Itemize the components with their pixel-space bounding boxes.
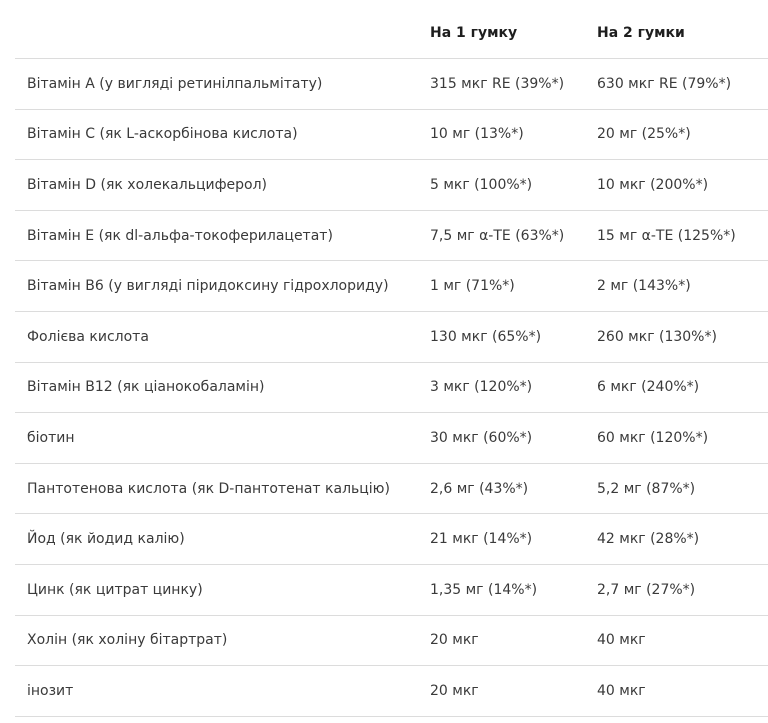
table-row <box>15 311 768 362</box>
table-row <box>15 564 768 615</box>
ingredient-name: Фолієва кислота <box>15 311 430 362</box>
table-header-row <box>15 8 768 59</box>
per-two-value: 630 мкг RE (79%*) <box>597 59 768 110</box>
table-row <box>15 261 768 312</box>
per-one-value: 315 мкг RE (39%*) <box>430 59 597 110</box>
table-row <box>15 666 768 717</box>
ingredient-name: Пантотенова кислота (як D-пантотенат кальцію) <box>15 463 430 514</box>
table-row <box>15 210 768 261</box>
table-row <box>15 109 768 160</box>
ingredient-name: Вітамін С (як L-аскорбінова кислота) <box>15 109 430 160</box>
table-row <box>15 362 768 413</box>
ingredient-name: Вітамін D (як холекальциферол) <box>15 160 430 211</box>
per-one-value: 1 мг (71%*) <box>430 261 597 312</box>
table-row <box>15 463 768 514</box>
ingredient-name: Вітамін А (у вигляді ретинілпальмітату) <box>15 59 430 110</box>
ingredient-name: Вітамін B6 (у вигляді піридоксину гідрохлориду) <box>15 261 430 312</box>
per-two-value: 2 мг (143%*) <box>597 261 768 312</box>
ingredient-name: Цинк (як цитрат цинку) <box>15 564 430 615</box>
per-one-value: 20 мкг <box>430 666 597 717</box>
table-row <box>15 413 768 464</box>
per-two-value: 260 мкг (130%*) <box>597 311 768 362</box>
table-row <box>15 59 768 110</box>
per-one-value: 10 мг (13%*) <box>430 109 597 160</box>
per-two-value: 6 мкг (240%*) <box>597 362 768 413</box>
table-row <box>15 615 768 666</box>
column-header-ingredient <box>15 8 430 59</box>
per-two-value: 60 мкг (120%*) <box>597 413 768 464</box>
per-one-value: 3 мкг (120%*) <box>430 362 597 413</box>
per-one-value: 30 мкг (60%*) <box>430 413 597 464</box>
per-two-value: 42 мкг (28%*) <box>597 514 768 565</box>
per-one-value: 130 мкг (65%*) <box>430 311 597 362</box>
per-two-value: 15 мг α-TE (125%*) <box>597 210 768 261</box>
ingredient-name: інозит <box>15 666 430 717</box>
table-row <box>15 514 768 565</box>
table-row <box>15 160 768 211</box>
ingredient-name: Вітамін E (як dl-альфа-токоферилацетат) <box>15 210 430 261</box>
per-two-value: 40 мкг <box>597 615 768 666</box>
per-one-value: 2,6 мг (43%*) <box>430 463 597 514</box>
per-one-value: 5 мкг (100%*) <box>430 160 597 211</box>
ingredient-name: Йод (як йодид калію) <box>15 514 430 565</box>
per-two-value: 40 мкг <box>597 666 768 717</box>
ingredient-name: Холін (як холіну бітартрат) <box>15 615 430 666</box>
per-two-value: 2,7 мг (27%*) <box>597 564 768 615</box>
per-one-value: 1,35 мг (14%*) <box>430 564 597 615</box>
per-two-value: 5,2 мг (87%*) <box>597 463 768 514</box>
nutrition-table <box>15 8 768 717</box>
per-one-value: 20 мкг <box>430 615 597 666</box>
column-header-per-one: На 1 гумку <box>430 8 597 59</box>
column-header-per-two: На 2 гумки <box>597 8 768 59</box>
ingredient-name: Вітамін B12 (як ціанокобаламін) <box>15 362 430 413</box>
per-one-value: 21 мкг (14%*) <box>430 514 597 565</box>
per-one-value: 7,5 мг α-TE (63%*) <box>430 210 597 261</box>
per-two-value: 20 мг (25%*) <box>597 109 768 160</box>
ingredient-name: біотин <box>15 413 430 464</box>
per-two-value: 10 мкг (200%*) <box>597 160 768 211</box>
